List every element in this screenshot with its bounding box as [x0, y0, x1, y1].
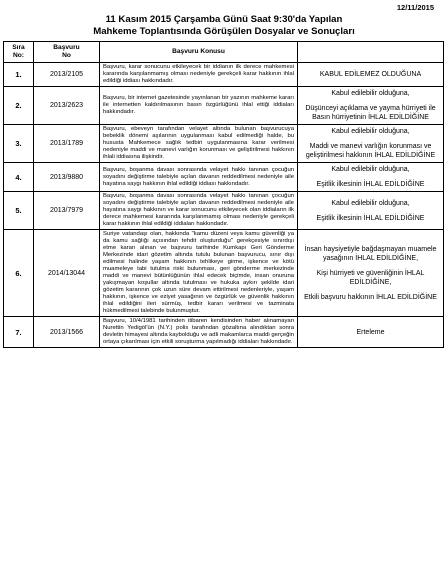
table-row [4, 63, 444, 87]
header-basvuru-no: Başvuru No [34, 42, 100, 63]
sonuc-line: Kabul edilebilir olduğuna, [331, 199, 410, 207]
table-body [4, 63, 444, 348]
document-date: 12/11/2015 [396, 3, 434, 12]
sonuc-cell [298, 230, 444, 317]
sonuc-cell [298, 192, 444, 230]
table-row [4, 87, 444, 125]
basvuru-number: 2014/13044 [34, 230, 100, 317]
sonuc-line: Kabul edilebilir olduğuna, [331, 90, 410, 97]
sonuc-line: İnsan haysiyetiyle bağdaşmayan muamele yasağının İHLAL EDİLDİĞİNE, [304, 245, 437, 262]
table-row [4, 192, 444, 230]
sonuc-line: Erteleme [356, 328, 385, 336]
table-row [4, 125, 444, 163]
table-header-row [4, 42, 444, 63]
title-line-1: 11 Kasım 2015 Çarşamba Günü Saat 9:30'da Yapılan [105, 14, 343, 25]
basvuru-konusu: Suriye vatandaşı olan, hakkında "kamu düzeni veya kamu güvenliği ya da kamu sağlığı açısından tehdit oluşturduğu" gerekçesiyle sınırdışı etme kararı alınan ve başvuru tarihinde Kumkapı Geri Gönderme Merkezinde idari gözetim altında tutulu bulunan başvurucu, sınır dışı edilmesi halinde yaşam hakkının tehlikeye girme, işkence ve kötü muameleye tabi tutulma riski bulunması, geri gönderme merkezinde maddi ve manevi bütünlüğünün ihlal edecek biçimde, insan onuruna yakışmayan koşullar altında tutulması ve hukuka aykırı şekilde idari gözetim kararının çok uzun süre devam ettirilmesi nedenleriyle, yaşam hakkının, işkence ve eziyet yasağının ve özgürlük ve güvenlik hakkının ihlal edildiğini ileri sürmüş, tedbir kararı verilmesi ve tazminata hükmedilmesi talebinde bulunmuştur. [100, 230, 298, 317]
sonuc-line: Düşünceyi açıklama ve yayma hürriyeti ile Basın hürriyetinin İHLAL EDİLDİĞİNE [305, 105, 436, 121]
row-number: 2. [4, 87, 34, 125]
sonuc-cell [298, 317, 444, 348]
basvuru-konusu: Başvuru, boşanma davası sonrasında velayet hakkı tanınan çocuğun soyadını değiştirme talebiyle açılan davanın reddedilmesi nedeniyle aile hayatına saygı hakkının ihlal edildiği iddiası hakkındadır. [100, 163, 298, 192]
row-number: 4. [4, 163, 34, 192]
header-sonuc [298, 42, 444, 63]
sonuc-cell [298, 87, 444, 125]
title-line-2: Mahkeme Toplantısında Görüşülen Dosyalar ve Sonuçları [93, 26, 355, 37]
sonuc-cell [298, 63, 444, 87]
row-number: 7. [4, 317, 34, 348]
basvuru-konusu: Başvuru, karar sonucunu etkileyecek bir iddianın ilk derece mahkemesi kararında karşılanmamış olması nedeniyle gerekçeli karar hakkının ihlal edildiği iddiası hakkındadır. [100, 63, 298, 87]
table-row [4, 163, 444, 192]
header-basvuru-konusu: Başvuru Konusu [100, 42, 298, 63]
sonuc-line: Etkili başvuru hakkının İHLAL EDİLDİĞİNE [304, 293, 437, 301]
basvuru-konusu: Başvuru, 10/4/1981 tarihinden itibaren kendisinden haber alınamayan Nurettin Yedigöl'ün (N.Y.) polis tarafından gözaltına alındıktan sonra devletin himayesi altında kaybolduğu ve adli makamlarca maddi gerçeğin ortaya çıkarılması için etkili soruşturma yapılmadığı iddiaları hakkındadır. [100, 317, 298, 348]
sonuc-line: Eşitlik ilkesinin İHLAL EDİLDİĞİNE [316, 214, 425, 222]
sonuc-line: Kabul edilebilir olduğuna, [331, 128, 410, 135]
row-number: 1. [4, 63, 34, 87]
sonuc-line: Kişi hürriyeti ve güvenliğinin İHLAL EDİLDİĞİNE, [316, 269, 425, 286]
sonuc-line: KABUL EDİLEMEZ OLDUĞUNA [319, 71, 422, 78]
basvuru-number: 2013/2623 [34, 87, 100, 125]
results-table [3, 41, 444, 348]
table-row [4, 317, 444, 348]
row-number: 6. [4, 230, 34, 317]
table-row [4, 230, 444, 317]
basvuru-number: 2013/1789 [34, 125, 100, 163]
basvuru-konusu: Başvuru, boşanma davası sonrasında velayet hakkı tanınan çocuğun soyadını değiştirme talebiyle açılan davanın reddedilmesi nedeniyle aile hayatına saygı hakkının ve karar sonucunu etkileyecek olan iddiaların ilk derece mahkemesi kararında karşılanmamış olması nedeniyle gerekçeli karar hakkının ihlal edildiği iddiaları hakkındadır. [100, 192, 298, 230]
row-number: 5. [4, 192, 34, 230]
document-title [0, 14, 448, 38]
basvuru-number: 2013/9880 [34, 163, 100, 192]
basvuru-konusu: Başvuru, ebeveyn tarafından velayet altında bulunan başvurucuya bebeklik dönemi aşılarının uygulanması kabul edilmediği halde, bu hususta Mahkemece sağlık tedbiri uygulanmasına karar verilmesi nedeniyle maddi ve manevi varlığın korunması ve geliştirilmesi hakkının ihlali iddiasına ilişkindir. [100, 125, 298, 163]
basvuru-number: 2013/2105 [34, 63, 100, 87]
basvuru-number: 2013/7979 [34, 192, 100, 230]
sonuc-line: Kabul edilebilir olduğuna, [331, 166, 410, 173]
header-sira: Sıra No: [4, 42, 34, 63]
row-number: 3. [4, 125, 34, 163]
sonuc-line: Eşitlik ilkesinin İHLAL EDİLDİĞİNE [316, 181, 425, 188]
basvuru-konusu: Başvuru, bir internet gazetesinde yayınlanan bir yazının mahkeme kararı ile internetten kaldırılmasının basın özgürlüğünü ihlal ettiği iddiaları hakkındadır. [100, 87, 298, 125]
basvuru-number: 2013/1566 [34, 317, 100, 348]
sonuc-cell [298, 163, 444, 192]
sonuc-line: Maddi ve manevi varlığın korunması ve geliştirilmesi hakkının İHLAL EDİLDİĞİNE [305, 143, 436, 159]
sonuc-cell [298, 125, 444, 163]
